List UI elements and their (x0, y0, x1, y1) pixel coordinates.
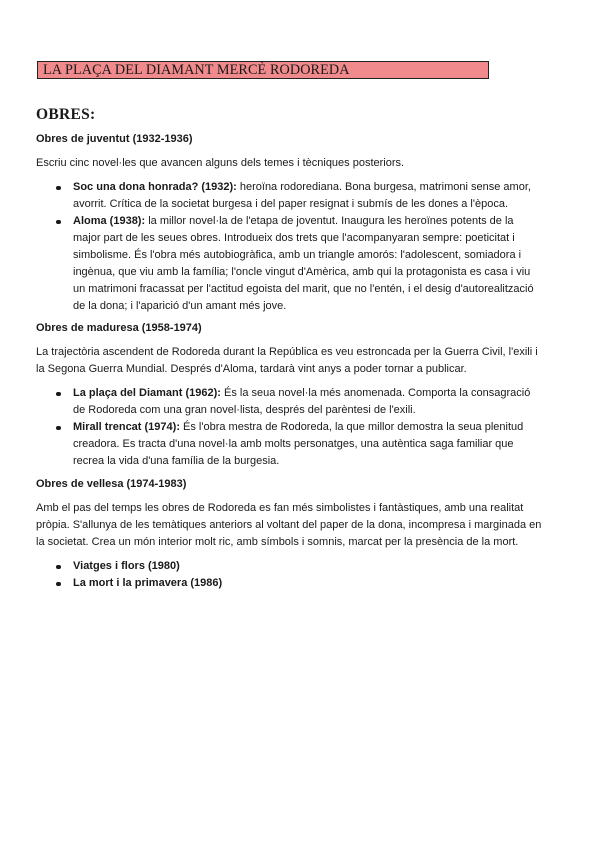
list-item (36, 213, 544, 315)
vellesa-heading: Obres de vellesa (1974-1983) (36, 478, 187, 490)
list-item-text: És l'obra mestra de Rodoreda, la que millor demostra la seua plenitud creadora. Es tracta d'una novel·la amb molts personatges, una autèntica saga familiar que recrea la vida d'una família de la burgesia. (73, 421, 524, 467)
maduresa-intro: La trajectòria ascendent de Rodoreda durant la República es veu estroncada per la Guerra Civil, l'exili i la Segona Guerra Mundial. Després d'Aloma, tardarà vint anys a poder tornar a publicar. (36, 346, 538, 375)
list-item-text: heroïna rodorediana. Bona burgesa, matrimoni sense amor, avorrit. Crítica de la societat burgesa i del paper resignat i submís de les dones a l'època. (73, 181, 531, 210)
section-title: OBRES: (36, 106, 96, 123)
list-item-title: Soc una dona honrada? (1932): (73, 181, 237, 193)
list-item-title: Aloma (1938): (73, 215, 146, 227)
list-item-title: La plaça del Diamant (1962): (73, 387, 221, 399)
list-item: Viatges i flors (1980) (36, 558, 544, 575)
list-item-text: la millor novel·la de l'etapa de joventut. Inaugura les heroïnes potents de la major part de les seues obres. Introdueix dos trets que l'acompanyaran sempre: poeticitat i simbolisme. És l'obra més autobiogràfica, amb un triangle amorós: l'adolescent, somiadora i ingènua, que viu amb la família; l'oncle vingut d'Amèrica, amb qui la protagonista es casa i viu un matrimoni fracassat per l'actitud egoista del marit, que no l'entén, i el desig d'autorealització de la dona; i l'aparició d'un amant més jove. (73, 215, 534, 312)
list-item (36, 385, 544, 419)
juventut-intro: Escriu cinc novel·les que avancen alguns dels temes i tècniques posteriors. (36, 157, 405, 169)
juventut-list (36, 179, 544, 315)
vellesa-list (36, 558, 544, 592)
juventut-heading: Obres de juventut (1932-1936) (36, 133, 193, 145)
vellesa-intro: Amb el pas del temps les obres de Rodoreda es fan més simbolistes i fantàstiques, amb una realitat pròpia. S'allunya de les temàtiques anteriors al voltant del paper de la dona, incompresa i marginada en la societat. Crea un món interior molt ric, amb símbols i somnis, marcat per la presència de la mort. (36, 502, 542, 548)
maduresa-list (36, 385, 544, 470)
document-title: LA PLAÇA DEL DIAMANT MERCÈ RODOREDA (37, 61, 489, 79)
maduresa-heading: Obres de maduresa (1958-1974) (36, 322, 202, 334)
list-item (36, 419, 544, 470)
list-item-title: Mirall trencat (1974): (73, 421, 180, 433)
list-item: La mort i la primavera (1986) (36, 575, 544, 592)
list-item-text: És la seua novel·la més anomenada. Comporta la consagració de Rodoreda com una gran novel·lista, després del parèntesi de l'exili. (73, 387, 531, 416)
list-item (36, 179, 544, 213)
